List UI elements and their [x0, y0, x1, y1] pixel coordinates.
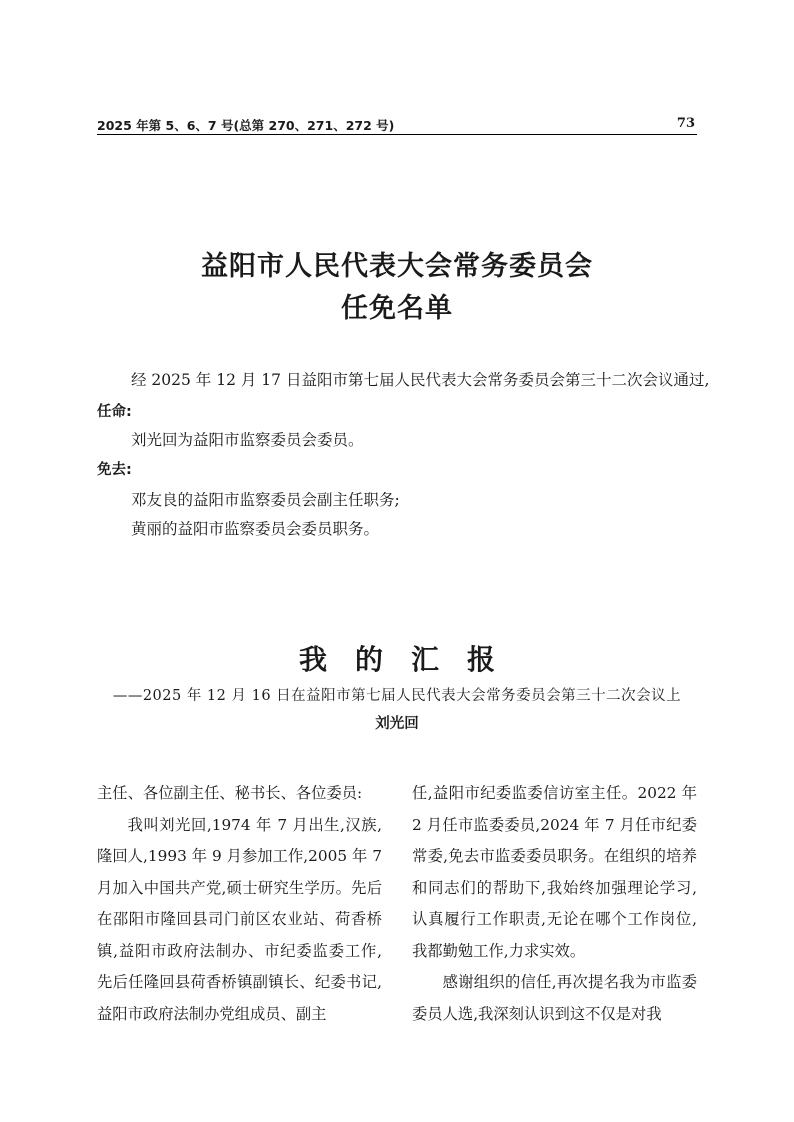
report-author: 刘光回	[375, 716, 419, 732]
appointment-title	[0, 246, 794, 330]
appointment-title-line1: 益阳市人民代表大会常务委员会	[201, 251, 593, 282]
page-number: 73	[676, 116, 695, 131]
body-paragraph: 任,益阳市纪委监委信访室主任。2022 年 2 月任市监委委员,2024 年 7 月任市纪委常委,免去市监委委员职务。在组织的培养和同志们的帮助下,我始终加强理论学习,认真履行工作职责,无论在哪个工作岗位,我都勤勉工作,力求实效。	[412, 784, 697, 960]
report-subtitle: ——2025 年 12 月 16 日在益阳市第七届人民代表大会常务委员会第三十二次会议上	[112, 688, 682, 704]
dismiss-item: 邓友良的益阳市监察委员会副主任职务;	[131, 491, 400, 509]
appoint-label: 任命:	[97, 404, 132, 420]
right-column	[412, 778, 697, 1030]
appoint-item: 刘光回为益阳市监察委员会委员。	[131, 431, 364, 449]
left-column	[97, 778, 382, 1030]
issue-label: 2025 年第 5、6、7 号(总第 270、271、272 号)	[97, 118, 395, 133]
body-paragraph: 我叫刘光回,1974 年 7 月出生,汉族,隆回人,1993 年 9 月参加工作,2005 年 7 月加入中国共产党,硕士研究生学历。先后在邵阳市隆回县司门前区农业站、荷香桥镇,益阳市政府法制办、市纪委监委工作,先后任隆回县荷香桥镇副镇长、纪委书记,益阳市政府法制办党组成员、副主	[97, 815, 382, 1023]
body-paragraph: 感谢组织的信任,再次提名我为市监委委员人选,我深刻认识到这不仅是对我	[412, 973, 697, 1023]
report-title: 我的汇报	[298, 643, 523, 676]
dismiss-label: 免去:	[97, 462, 132, 478]
appointment-intro: 经 2025 年 12 月 17 日益阳市第七届人民代表大会常务委员会第三十二次会议通过,	[131, 371, 710, 389]
appointment-title-line2: 任免名单	[341, 293, 453, 324]
salutation-paragraph: 主任、各位副主任、秘书长、各位委员:	[97, 784, 363, 802]
page-header	[97, 114, 697, 135]
dismiss-item: 黄丽的益阳市监察委员会委员职务。	[131, 520, 380, 538]
